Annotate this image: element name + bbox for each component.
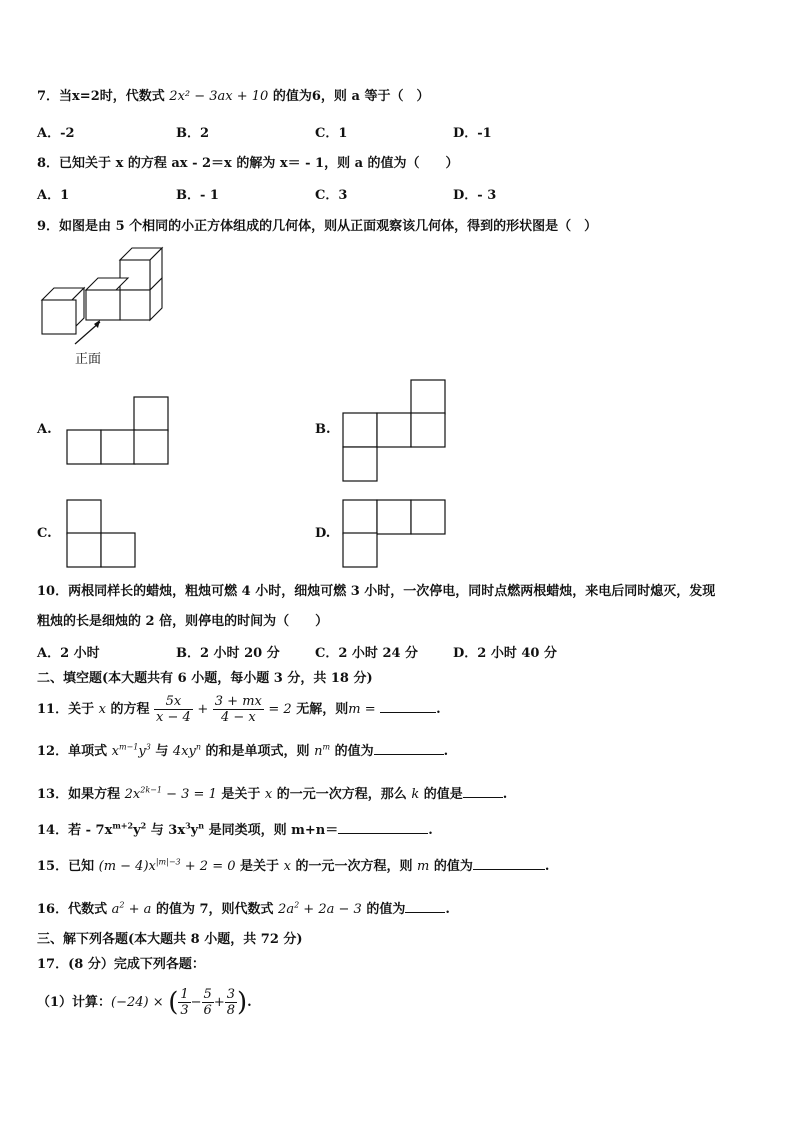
q14-sup4: n bbox=[198, 820, 205, 831]
q9-option-c-figure[interactable] bbox=[66, 499, 138, 569]
q16-text: 16．代数式 bbox=[37, 902, 108, 917]
section-2-heading: 二、填空题(本大题共有 6 小题，每小题 3 分，共 18 分) bbox=[37, 671, 373, 686]
q8-option-a[interactable]: A．1 bbox=[37, 188, 70, 203]
q15-expr: (m − 4)x bbox=[98, 859, 156, 874]
q10-option-b[interactable]: B．2 小时 20 分 bbox=[176, 646, 280, 661]
question-17-part-1 bbox=[37, 983, 252, 1023]
q14-sup3: 3 bbox=[185, 820, 191, 831]
question-8: 8．已知关于 x 的方程 ax - 2＝x 的解为 x＝ - 1，则 a 的值为（ ） bbox=[37, 156, 459, 171]
question-16 bbox=[37, 900, 450, 919]
q16-expr2: 2a bbox=[278, 902, 295, 917]
q17-fb-num: 5 bbox=[203, 987, 212, 1002]
q7-value: 6 bbox=[311, 89, 321, 104]
q14-text: 14．若 - 7x bbox=[37, 823, 113, 838]
q14-text-post: 是同类项，则 m+n＝ bbox=[208, 823, 339, 838]
q11-f1-num: 5x bbox=[154, 694, 193, 710]
q13-text: 13．如果方程 bbox=[37, 787, 121, 802]
q11-eq: = 2 bbox=[268, 702, 292, 717]
q11-answer-blank[interactable] bbox=[380, 700, 436, 713]
q9-option-c-label[interactable]: C. bbox=[37, 526, 52, 541]
q12-ask-sup: m bbox=[322, 742, 331, 752]
q13-expr-b: − 3 = 1 bbox=[166, 787, 217, 802]
q12-text-mid: 与 bbox=[155, 744, 169, 759]
question-17: 17．(8 分）完成下列各题： bbox=[37, 957, 205, 972]
q13-var2: k bbox=[411, 787, 420, 802]
question-10-line1: 10．两根同样长的蜡烛，粗烛可燃 4 小时，细烛可燃 3 小时，一次停电，同时点燃两根蜡烛，来电后同时熄灭，发现 bbox=[37, 584, 716, 599]
q12-term1-sup: m−1 bbox=[118, 742, 139, 752]
q12-text-end: 的值为 bbox=[334, 744, 374, 759]
q15-expr-b: + 2 = 0 bbox=[184, 859, 236, 874]
q12-text-post: 的和是单项式，则 bbox=[205, 744, 310, 759]
q11-text: 11．关于 bbox=[37, 702, 95, 717]
q7-var: a bbox=[351, 89, 360, 104]
q12-ask: n bbox=[314, 744, 323, 759]
q11-f1-den: x − 4 bbox=[156, 710, 191, 725]
question-15 bbox=[37, 857, 549, 876]
q14-dot: . bbox=[428, 823, 433, 838]
q17-fraction-b bbox=[202, 987, 214, 1018]
q8-option-c[interactable]: C．3 bbox=[315, 188, 348, 203]
left-paren-icon: ( bbox=[168, 987, 179, 1018]
q7-text-d: ，则 bbox=[320, 89, 347, 104]
q9-option-d-label[interactable]: D. bbox=[315, 526, 331, 541]
q15-answer-blank[interactable] bbox=[473, 857, 545, 870]
q16-expr2-b: + 2a − 3 bbox=[299, 902, 362, 917]
q9-option-b-label[interactable]: B. bbox=[315, 422, 331, 437]
q10-option-d[interactable]: D．2 小时 40 分 bbox=[453, 646, 557, 661]
question-11 bbox=[37, 692, 441, 728]
q7-text-c: 的值为 bbox=[272, 89, 312, 104]
q11-plus: + bbox=[197, 702, 209, 717]
right-paren-icon: ) bbox=[237, 987, 248, 1018]
q12-term1: x bbox=[111, 744, 119, 759]
q17-fb-den: 6 bbox=[203, 1003, 212, 1018]
q14-text-mid2: 与 3x bbox=[150, 823, 186, 838]
section-3-heading: 三、解下列各题(本大题共 8 小题，共 72 分) bbox=[37, 932, 303, 947]
q16-answer-blank[interactable] bbox=[405, 900, 445, 913]
q12-answer-blank[interactable] bbox=[374, 742, 444, 755]
q11-text-mid: 的方程 bbox=[110, 702, 150, 717]
q7-text: 7．当 bbox=[37, 89, 73, 104]
q14-sup2: 2 bbox=[140, 820, 147, 831]
q8-option-d[interactable]: D．- 3 bbox=[453, 188, 497, 203]
q17-factor: (−24) × bbox=[111, 995, 164, 1010]
q15-text: 15．已知 bbox=[37, 859, 95, 874]
q10-option-c[interactable]: C．2 小时 24 分 bbox=[315, 646, 419, 661]
q15-var: x bbox=[283, 859, 291, 874]
q17-fc-num: 3 bbox=[226, 987, 235, 1002]
q12-text: 12．单项式 bbox=[37, 744, 108, 759]
q16-text-end: 的值为 bbox=[366, 902, 406, 917]
q17-fraction-a bbox=[178, 987, 190, 1018]
q11-text-post: 无解，则 bbox=[296, 702, 349, 717]
q7-option-c[interactable]: C．1 bbox=[315, 126, 348, 141]
q12-term2-sup: n bbox=[195, 742, 201, 752]
question-10-line2: 粗烛的长是细烛的 2 倍，则停电的时间为（ ） bbox=[37, 614, 329, 629]
q13-dot: . bbox=[502, 787, 508, 802]
q11-dot: . bbox=[436, 702, 441, 717]
q17-part1-label: （1）计算： bbox=[37, 995, 112, 1010]
q15-text-mid2: 的一元一次方程，则 bbox=[295, 859, 413, 874]
q12-term1b-sup: 3 bbox=[145, 742, 151, 752]
q7-option-b[interactable]: B．2 bbox=[176, 126, 210, 141]
q17-fraction-c bbox=[225, 987, 237, 1018]
front-view-label: 正面 bbox=[75, 352, 102, 367]
q15-text-end: 的值为 bbox=[433, 859, 473, 874]
q17-minus: − bbox=[190, 995, 202, 1010]
q17-fa-num: 1 bbox=[180, 987, 189, 1002]
q7-x-value: x=2 bbox=[72, 89, 100, 104]
q11-var: x bbox=[98, 702, 106, 717]
q11-f2-den: 4 − x bbox=[220, 710, 256, 725]
q15-expr-sup: |m|−3 bbox=[155, 857, 181, 867]
cube-solid-figure bbox=[38, 244, 168, 372]
q9-option-b-figure[interactable] bbox=[342, 379, 448, 483]
q7-text-e: 等于（ ） bbox=[364, 89, 430, 104]
q11-answer-label: m = bbox=[348, 702, 376, 717]
question-13 bbox=[37, 785, 507, 804]
q16-expr1-sup: 2 bbox=[119, 900, 125, 910]
q16-expr2-sup: 2 bbox=[294, 900, 300, 910]
q8-option-b[interactable]: B．- 1 bbox=[176, 188, 219, 203]
q16-expr1-b: + a bbox=[124, 902, 152, 917]
q9-option-d-figure[interactable] bbox=[342, 499, 448, 569]
q17-plus: + bbox=[213, 995, 225, 1010]
q7-text-b: 时，代数式 bbox=[99, 89, 165, 104]
q14-sup1: m+2 bbox=[112, 820, 134, 831]
q15-dot: . bbox=[544, 859, 550, 874]
q13-text-end: 的值是 bbox=[423, 787, 463, 802]
q13-text-mid2: 的一元一次方程，那么 bbox=[276, 787, 407, 802]
q17-fa-den: 3 bbox=[180, 1003, 189, 1018]
q13-text-mid: 是关于 bbox=[221, 787, 261, 802]
q16-text-mid: 的值为 7，则代数式 bbox=[155, 902, 274, 917]
question-9: 9．如图是由 5 个相同的小正方体组成的几何体，则从正面观察该几何体，得到的形状图是（ ） bbox=[37, 219, 598, 234]
q11-fraction-1 bbox=[154, 694, 193, 725]
question-7 bbox=[37, 88, 429, 106]
q7-option-a[interactable]: A．-2 bbox=[37, 126, 75, 141]
q17-dot: . bbox=[247, 995, 252, 1010]
q17-fc-den: 8 bbox=[226, 1003, 235, 1018]
q14-answer-blank[interactable] bbox=[338, 821, 428, 834]
q16-expr1: a bbox=[111, 902, 120, 917]
q13-expr-sup: 2k−1 bbox=[140, 785, 162, 795]
q15-text-mid: 是关于 bbox=[240, 859, 280, 874]
q7-option-d[interactable]: D．-1 bbox=[453, 126, 492, 141]
q16-dot: . bbox=[445, 902, 450, 917]
question-12 bbox=[37, 742, 448, 761]
q12-dot: . bbox=[443, 744, 449, 759]
q7-expression: 2x² − 3ax + 10 bbox=[169, 89, 269, 104]
question-14 bbox=[37, 821, 433, 840]
q11-fraction-2 bbox=[213, 694, 264, 725]
q14-text-mid3: y bbox=[190, 823, 199, 838]
q12-term2: 4xy bbox=[172, 744, 196, 759]
q14-text-mid1: y bbox=[133, 823, 141, 838]
q9-option-a-label[interactable]: A. bbox=[37, 422, 52, 437]
q13-expr: 2x bbox=[124, 787, 141, 802]
q10-option-a[interactable]: A．2 小时 bbox=[37, 646, 100, 661]
q9-option-a-figure[interactable] bbox=[66, 396, 170, 466]
q13-answer-blank[interactable] bbox=[463, 785, 503, 798]
q13-var: x bbox=[264, 787, 273, 802]
q12-term1b: y bbox=[138, 744, 146, 759]
q11-f2-num: 3 + mx bbox=[214, 694, 262, 709]
q15-var2: m bbox=[417, 859, 430, 874]
